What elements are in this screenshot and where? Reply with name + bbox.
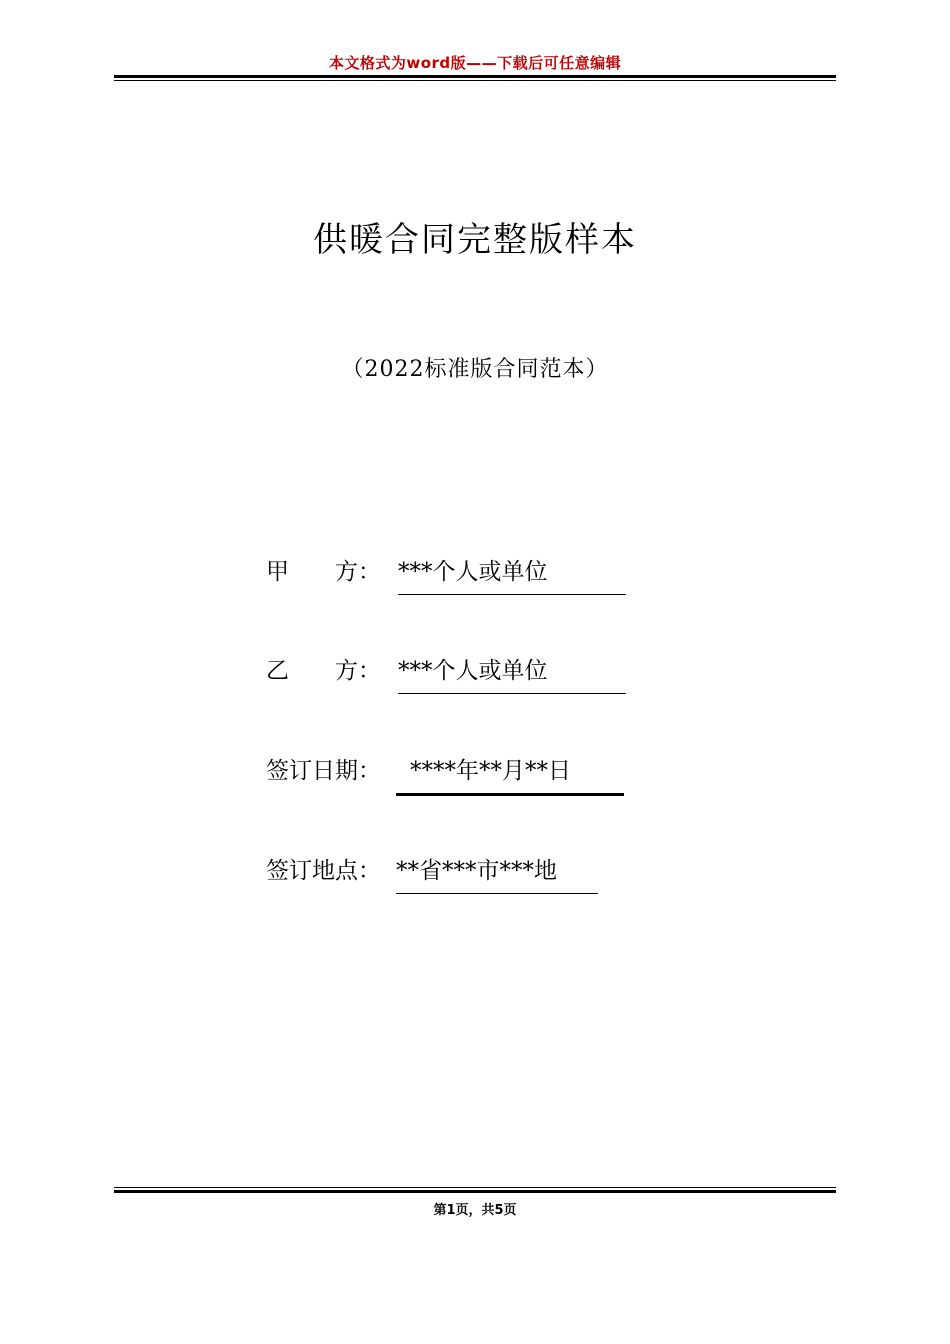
field-label: 甲 方： <box>266 559 381 585</box>
field-value <box>396 752 624 796</box>
header-rule-thin <box>114 80 836 81</box>
header-note: 本文格式为word版——下载后可任意编辑 <box>328 54 622 72</box>
document-subtitle: （2022标准版合同范本） <box>341 357 609 382</box>
field-value: ***个人或单位 <box>398 652 626 694</box>
page-number: 第1页，共5页 <box>433 1203 517 1218</box>
footer-rule-thin <box>114 1187 836 1188</box>
field-label: 签订日期： <box>266 758 381 784</box>
field-value-text: ****年**月**日 <box>410 758 571 784</box>
footer-rule <box>114 1190 836 1193</box>
document-title: 供暖合同完整版样本 <box>313 220 637 260</box>
field-label: 乙 方： <box>266 658 381 684</box>
field-value: **省***市***地 <box>396 852 598 894</box>
header-rule <box>114 75 836 78</box>
field-value: ***个人或单位 <box>398 553 626 595</box>
field-label: 签订地点： <box>266 858 381 884</box>
